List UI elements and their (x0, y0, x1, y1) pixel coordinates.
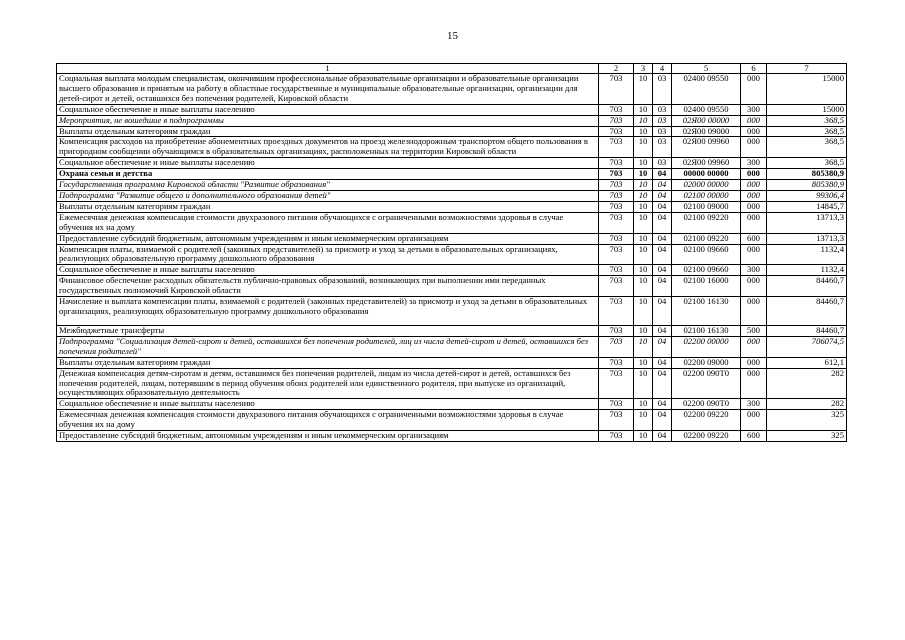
subsection-code-cell: 04 (653, 169, 672, 180)
target-article-cell: 02000 00000 (672, 180, 741, 191)
subsection-code-cell: 04 (653, 336, 672, 357)
subsection-code-cell: 04 (653, 368, 672, 399)
subsection-code-cell: 04 (653, 190, 672, 201)
expense-type-cell: 000 (741, 297, 767, 326)
subsection-code-cell: 04 (653, 431, 672, 442)
ministry-code-cell: 703 (599, 368, 634, 399)
ministry-code-cell: 703 (599, 190, 634, 201)
ministry-code-cell: 703 (599, 357, 634, 368)
amount-cell: 13713,3 (767, 212, 847, 233)
subsection-code-cell: 04 (653, 276, 672, 297)
section-code-cell: 10 (634, 265, 653, 276)
expense-type-cell: 000 (741, 368, 767, 399)
target-article-cell: 02Я00 00000 (672, 115, 741, 126)
section-code-cell: 10 (634, 126, 653, 137)
ministry-code-cell: 703 (599, 169, 634, 180)
section-code-cell: 10 (634, 104, 653, 115)
table-row (57, 276, 847, 297)
amount-cell: 99306,4 (767, 190, 847, 201)
ministry-code-cell: 703 (599, 326, 634, 337)
table-row (57, 265, 847, 276)
target-article-cell: 02200 090Т0 (672, 368, 741, 399)
target-article-cell: 02100 09220 (672, 233, 741, 244)
amount-cell: 368,5 (767, 137, 847, 158)
ministry-code-cell: 703 (599, 158, 634, 169)
section-code-cell: 10 (634, 201, 653, 212)
target-article-cell: 02100 16130 (672, 297, 741, 326)
ministry-code-cell: 703 (599, 212, 634, 233)
subsection-code-cell: 04 (653, 233, 672, 244)
column-header: 5 (672, 64, 741, 74)
expense-type-cell: 000 (741, 357, 767, 368)
expense-type-cell: 000 (741, 74, 767, 105)
column-header: 2 (599, 64, 634, 74)
expense-type-cell: 000 (741, 336, 767, 357)
expense-type-cell: 000 (741, 137, 767, 158)
item-name-cell: Выплаты отдельным категориям граждан (57, 126, 599, 137)
subsection-code-cell: 03 (653, 158, 672, 169)
amount-cell: 282 (767, 368, 847, 399)
expense-type-cell: 000 (741, 115, 767, 126)
amount-cell: 15000 (767, 74, 847, 105)
target-article-cell: 02100 00000 (672, 190, 741, 201)
table-row (57, 212, 847, 233)
subsection-code-cell: 04 (653, 265, 672, 276)
expense-type-cell: 000 (741, 212, 767, 233)
expense-type-cell: 000 (741, 180, 767, 191)
section-code-cell: 10 (634, 431, 653, 442)
ministry-code-cell: 703 (599, 410, 634, 431)
item-name-cell: Подпрограмма "Развитие общего и дополнительного образования детей" (57, 190, 599, 201)
subsection-code-cell: 04 (653, 399, 672, 410)
table-row (57, 297, 847, 326)
table-header-row (57, 64, 847, 74)
table-row (57, 368, 847, 399)
item-name-cell: Охрана семьи и детства (57, 169, 599, 180)
amount-cell: 325 (767, 410, 847, 431)
section-code-cell: 10 (634, 399, 653, 410)
amount-cell: 805380,9 (767, 169, 847, 180)
amount-cell: 368,5 (767, 126, 847, 137)
table-row (57, 326, 847, 337)
expense-type-cell: 300 (741, 399, 767, 410)
ministry-code-cell: 703 (599, 126, 634, 137)
subsection-code-cell: 03 (653, 137, 672, 158)
table-row (57, 126, 847, 137)
ministry-code-cell: 703 (599, 180, 634, 191)
section-code-cell: 10 (634, 137, 653, 158)
column-header: 4 (653, 64, 672, 74)
section-code-cell: 10 (634, 297, 653, 326)
table-row (57, 410, 847, 431)
item-name-cell: Начисление и выплата компенсации платы, взимаемой с родителей (законных представителей) за присмотр и уход за детьми в образовательных организациях, реализующих образовательную программу дошкольного образования (57, 297, 599, 326)
item-name-cell: Выплаты отдельным категориям граждан (57, 201, 599, 212)
target-article-cell: 02100 09660 (672, 265, 741, 276)
section-code-cell: 10 (634, 410, 653, 431)
section-code-cell: 10 (634, 276, 653, 297)
target-article-cell: 02400 09550 (672, 74, 741, 105)
target-article-cell: 02100 09660 (672, 244, 741, 265)
table-row (57, 115, 847, 126)
item-name-cell: Ежемесячная денежная компенсация стоимости двухразового питания обучающихся с ограниченными возможностями здоровья в случае обучения их на дому (57, 410, 599, 431)
amount-cell: 805380,9 (767, 180, 847, 191)
ministry-code-cell: 703 (599, 336, 634, 357)
expense-type-cell: 000 (741, 126, 767, 137)
expense-type-cell: 000 (741, 410, 767, 431)
section-code-cell: 10 (634, 212, 653, 233)
item-name-cell: Компенсация платы, взимаемой с родителей (законных представителей) за присмотр и уход за детьми в образовательных организациях, реализующих образовательную программу дошкольного образования (57, 244, 599, 265)
target-article-cell: 02100 09220 (672, 212, 741, 233)
amount-cell: 84460,7 (767, 276, 847, 297)
section-code-cell: 10 (634, 74, 653, 105)
ministry-code-cell: 703 (599, 297, 634, 326)
expense-type-cell: 000 (741, 169, 767, 180)
target-article-cell: 02100 16130 (672, 326, 741, 337)
amount-cell: 84460,7 (767, 297, 847, 326)
item-name-cell: Предоставление субсидий бюджетным, автономным учреждениям и иным некоммерческим организациям (57, 233, 599, 244)
ministry-code-cell: 703 (599, 115, 634, 126)
section-code-cell: 10 (634, 190, 653, 201)
subsection-code-cell: 04 (653, 212, 672, 233)
page-number: 15 (447, 30, 458, 42)
amount-cell: 612,1 (767, 357, 847, 368)
section-code-cell: 10 (634, 244, 653, 265)
subsection-code-cell: 04 (653, 297, 672, 326)
section-code-cell: 10 (634, 326, 653, 337)
item-name-cell: Выплаты отдельным категориям граждан (57, 357, 599, 368)
column-header: 3 (634, 64, 653, 74)
target-article-cell: 02Я00 09000 (672, 126, 741, 137)
budget-table (56, 63, 847, 442)
section-code-cell: 10 (634, 180, 653, 191)
ministry-code-cell: 703 (599, 399, 634, 410)
amount-cell: 282 (767, 399, 847, 410)
ministry-code-cell: 703 (599, 137, 634, 158)
section-code-cell: 10 (634, 368, 653, 399)
column-header: 1 (57, 64, 599, 74)
section-code-cell: 10 (634, 357, 653, 368)
target-article-cell: 02200 09000 (672, 357, 741, 368)
table-row (57, 399, 847, 410)
subsection-code-cell: 04 (653, 244, 672, 265)
target-article-cell: 02400 09550 (672, 104, 741, 115)
target-article-cell: 02100 09000 (672, 201, 741, 212)
target-article-cell: 02Я00 09960 (672, 137, 741, 158)
column-header: 6 (741, 64, 767, 74)
amount-cell: 14845,7 (767, 201, 847, 212)
item-name-cell: Социальное обеспечение и иные выплаты населению (57, 399, 599, 410)
table-row (57, 336, 847, 357)
amount-cell: 1132,4 (767, 265, 847, 276)
amount-cell: 15000 (767, 104, 847, 115)
item-name-cell: Социальное обеспечение и иные выплаты населению (57, 158, 599, 169)
ministry-code-cell: 703 (599, 104, 634, 115)
item-name-cell: Межбюджетные трансферты (57, 326, 599, 337)
ministry-code-cell: 703 (599, 74, 634, 105)
subsection-code-cell: 03 (653, 126, 672, 137)
amount-cell: 84460,7 (767, 326, 847, 337)
amount-cell: 13713,3 (767, 233, 847, 244)
subsection-code-cell: 03 (653, 104, 672, 115)
expense-type-cell: 600 (741, 431, 767, 442)
ministry-code-cell: 703 (599, 265, 634, 276)
table-row (57, 244, 847, 265)
item-name-cell: Денежная компенсация детям-сиротам и детям, оставшимся без попечения родителей, лицам из числа детей-сирот и детей, оставшихся без попечения родителей, лицам, потерявшим в период обучения обоих родителей или единственного родителя, при выпуске из организаций, осуществляющих образовательную деятельность (57, 368, 599, 399)
table-row (57, 169, 847, 180)
ministry-code-cell: 703 (599, 276, 634, 297)
table-row (57, 233, 847, 244)
table-row (57, 357, 847, 368)
subsection-code-cell: 04 (653, 201, 672, 212)
table-body (57, 74, 847, 442)
item-name-cell: Государственная программа Кировской области "Развитие образования" (57, 180, 599, 191)
target-article-cell: 00000 00000 (672, 169, 741, 180)
item-name-cell: Социальное обеспечение и иные выплаты населению (57, 265, 599, 276)
expense-type-cell: 500 (741, 326, 767, 337)
target-article-cell: 02200 09220 (672, 431, 741, 442)
amount-cell: 706074,5 (767, 336, 847, 357)
item-name-cell: Финансовое обеспечение расходных обязательств публично-правовых образований, возникающих при выполнении ими переданных государственных полномочий Кировской области (57, 276, 599, 297)
amount-cell: 368,5 (767, 158, 847, 169)
item-name-cell: Социальное обеспечение и иные выплаты населению (57, 104, 599, 115)
column-header: 7 (767, 64, 847, 74)
expense-type-cell: 000 (741, 201, 767, 212)
subsection-code-cell: 04 (653, 326, 672, 337)
expense-type-cell: 300 (741, 265, 767, 276)
section-code-cell: 10 (634, 233, 653, 244)
ministry-code-cell: 703 (599, 244, 634, 265)
target-article-cell: 02Я00 09960 (672, 158, 741, 169)
item-name-cell: Ежемесячная денежная компенсация стоимости двухразового питания обучающихся с ограниченными возможностями здоровья в случае обучения их на дому (57, 212, 599, 233)
subsection-code-cell: 04 (653, 357, 672, 368)
section-code-cell: 10 (634, 158, 653, 169)
table-row (57, 201, 847, 212)
table-row (57, 104, 847, 115)
expense-type-cell: 000 (741, 244, 767, 265)
target-article-cell: 02200 00000 (672, 336, 741, 357)
table-row (57, 431, 847, 442)
table-row (57, 158, 847, 169)
subsection-code-cell: 03 (653, 115, 672, 126)
item-name-cell: Подпрограмма "Социализация детей-сирот и детей, оставшихся без попечения родителей, лиц из числа детей-сирот и детей, оставшихся без попечения родителей" (57, 336, 599, 357)
expense-type-cell: 000 (741, 190, 767, 201)
amount-cell: 325 (767, 431, 847, 442)
ministry-code-cell: 703 (599, 201, 634, 212)
expense-type-cell: 600 (741, 233, 767, 244)
item-name-cell: Социальная выплата молодым специалистам, окончившим профессиональные образовательные организации и образовательные организации высшего образования и принятым на работу в областные государственные и муниципальные образовательные организации, организации для детей-сирот и детей, оставшихся без попечения родителей, Кировской области (57, 74, 599, 105)
section-code-cell: 10 (634, 115, 653, 126)
expense-type-cell: 300 (741, 158, 767, 169)
subsection-code-cell: 04 (653, 410, 672, 431)
expense-type-cell: 000 (741, 276, 767, 297)
section-code-cell: 10 (634, 169, 653, 180)
table-row (57, 180, 847, 191)
expense-type-cell: 300 (741, 104, 767, 115)
target-article-cell: 02200 090Т0 (672, 399, 741, 410)
target-article-cell: 02200 09220 (672, 410, 741, 431)
table-row (57, 190, 847, 201)
table-row (57, 137, 847, 158)
item-name-cell: Предоставление субсидий бюджетным, автономным учреждениям и иным некоммерческим организациям (57, 431, 599, 442)
subsection-code-cell: 03 (653, 74, 672, 105)
amount-cell: 368,5 (767, 115, 847, 126)
ministry-code-cell: 703 (599, 233, 634, 244)
amount-cell: 1132,4 (767, 244, 847, 265)
item-name-cell: Компенсация расходов на приобретение абонементных проездных документов на проезд железнодорожным транспортом общего пользования в пригородном сообщении обучающимся в образовательных организациях, расположенных на территории Кировской области (57, 137, 599, 158)
item-name-cell: Мероприятия, не вошедшие в подпрограммы (57, 115, 599, 126)
target-article-cell: 02100 16000 (672, 276, 741, 297)
subsection-code-cell: 04 (653, 180, 672, 191)
ministry-code-cell: 703 (599, 431, 634, 442)
table-row (57, 74, 847, 105)
section-code-cell: 10 (634, 336, 653, 357)
